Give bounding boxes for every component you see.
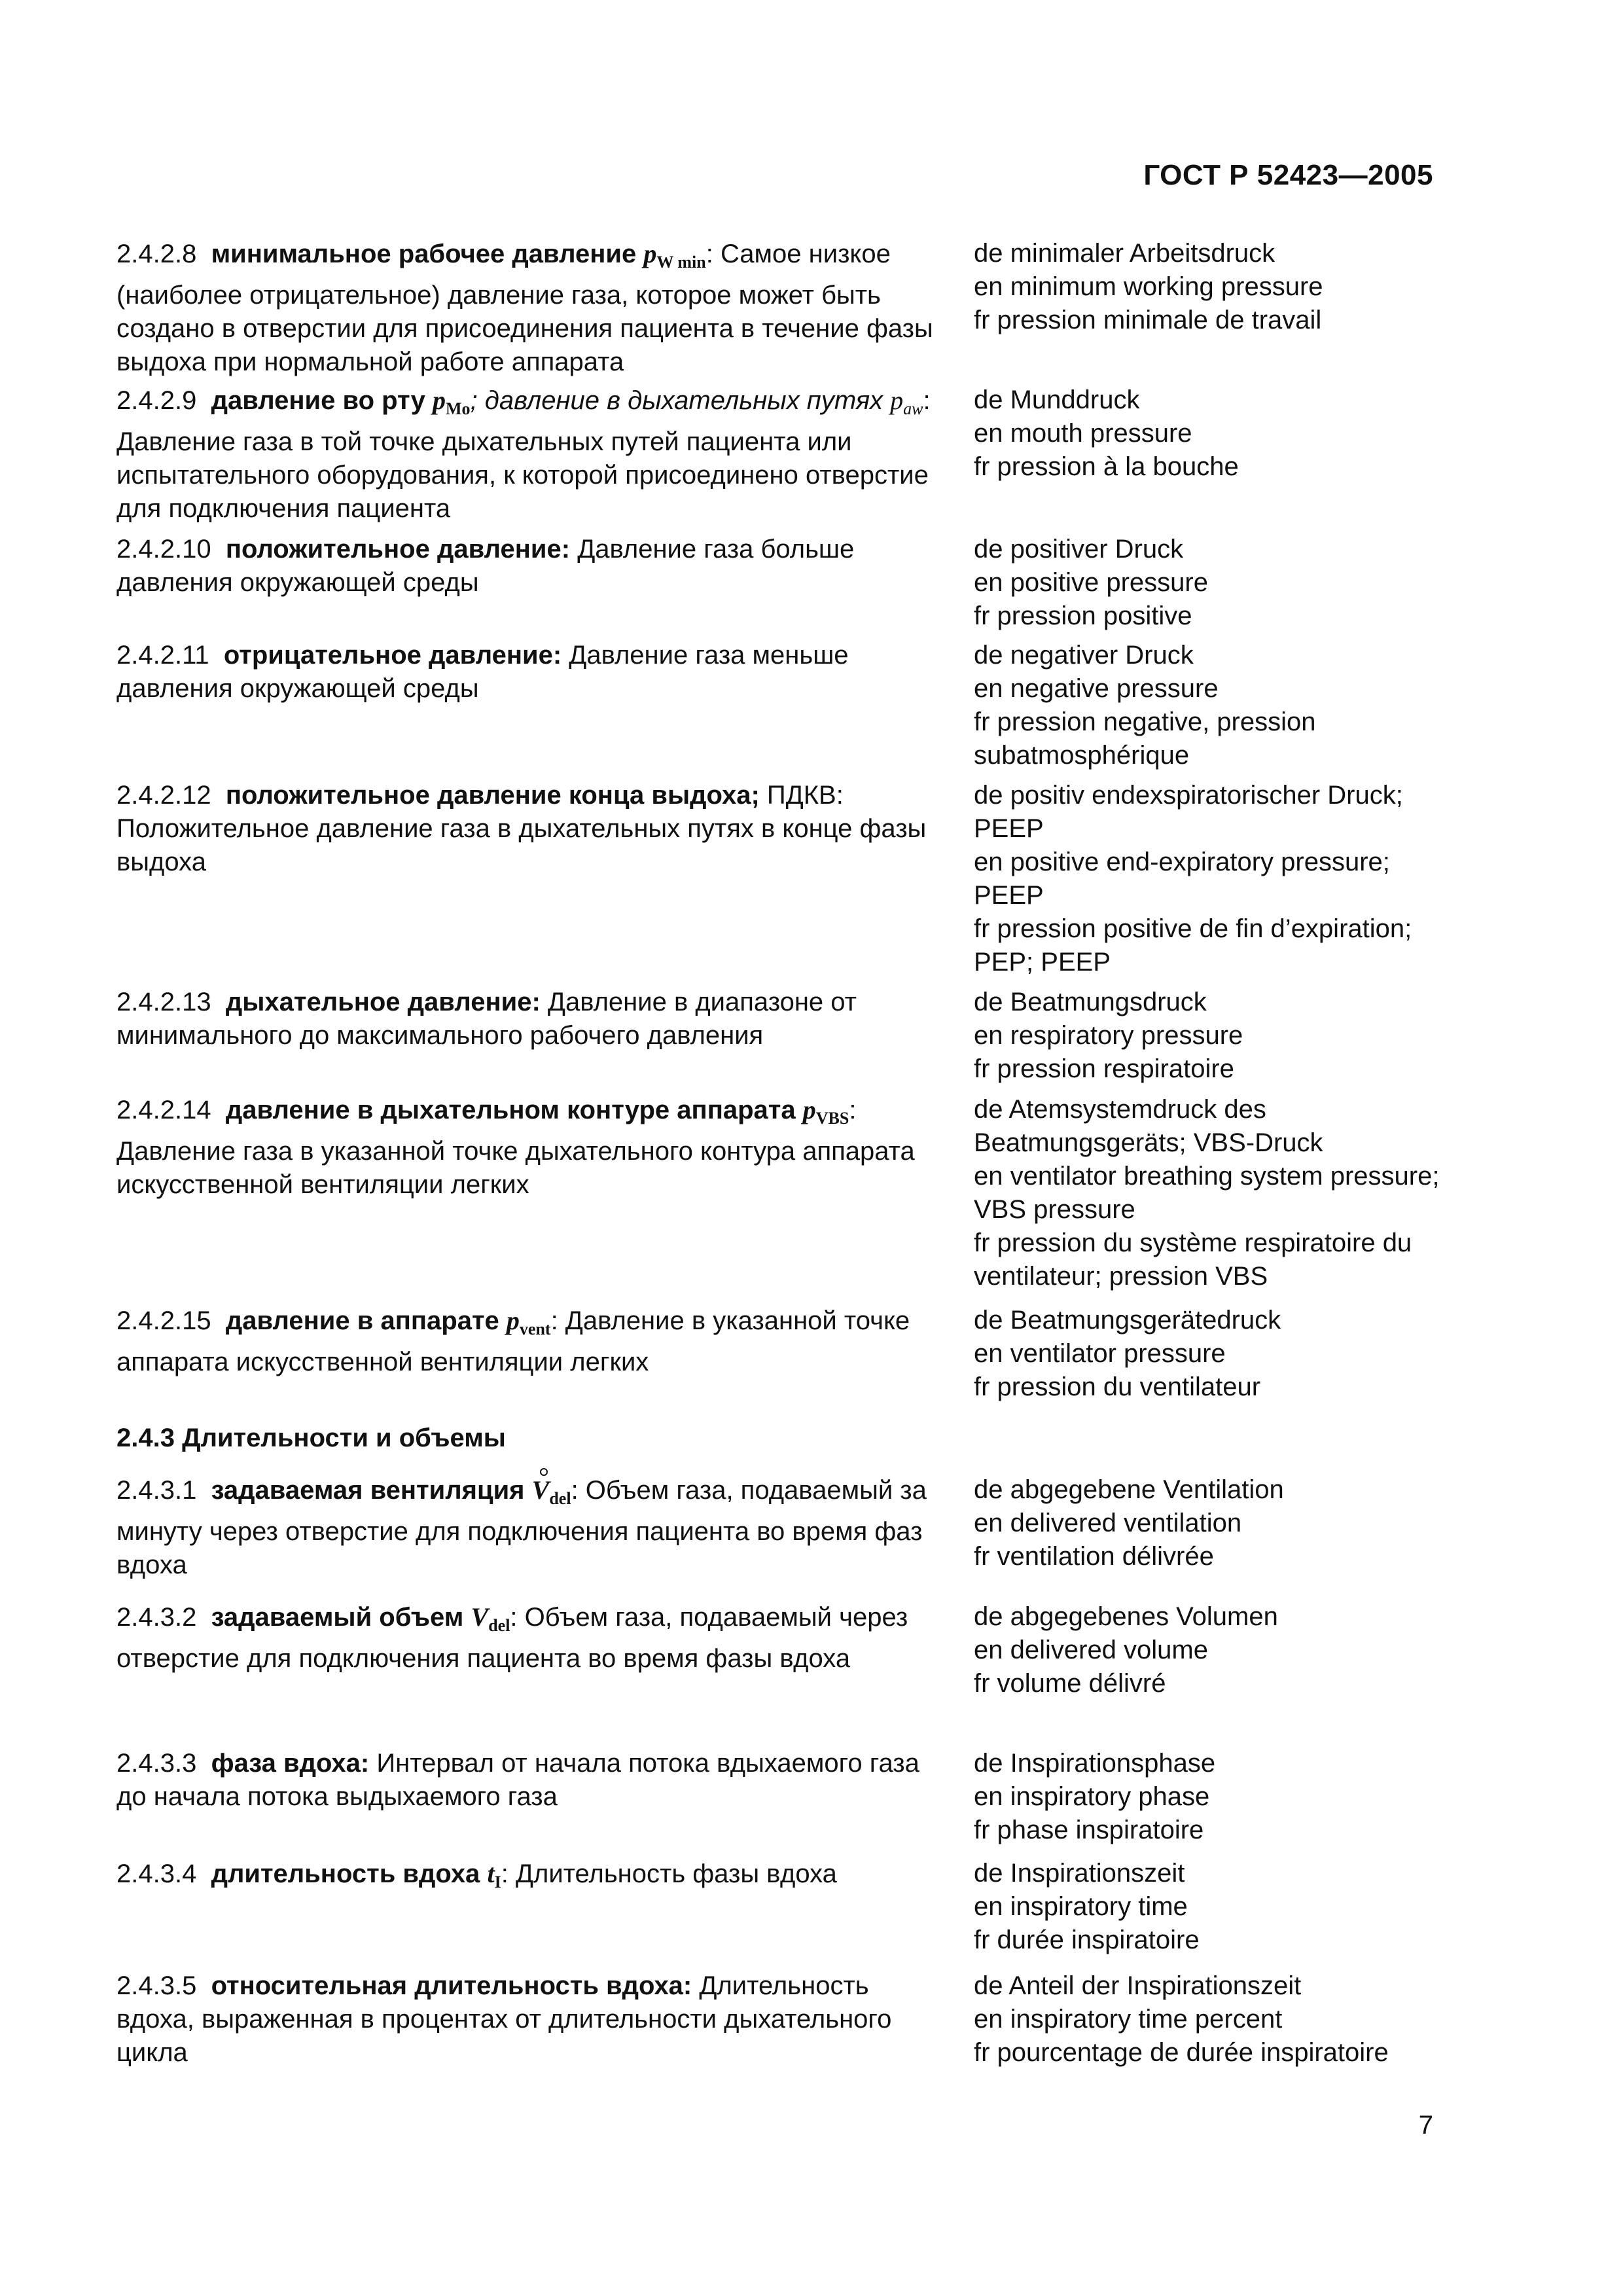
term-symbol-subscript: W min [656,253,706,272]
term-name: длительность вдоха [211,1859,480,1888]
term-definition-ru [116,986,948,1052]
term-entry [116,986,1445,1093]
translation-fr: fr pression negative, pression subatmosphérique [974,708,1316,770]
synonym-symbol: p [890,386,904,415]
term-definition-text: : Объем газа, подаваемый через отверстие для подключения пациента во время фазы вдоха [116,1603,908,1673]
term-definition-ru [116,1093,948,1202]
term-definition-text: : Самое низкое (наиболее отрицательное) давление газа, которое может быть создано в отверстии для присоединения пациента в течение фазы выдоха при нормальной работе аппарата [116,240,933,376]
translation-fr: fr pression minimale de travail [974,306,1322,334]
translation-de: de Inspirationsphase [974,1749,1216,1778]
translation-de: de abgegebenes Volumen [974,1602,1278,1631]
term-entry [116,1747,1445,1857]
translation-en: en negative pressure [974,674,1219,703]
translation-fr: fr durée inspiratoire [974,1926,1200,1954]
term-entry [116,1600,1445,1747]
term-symbol-subscript: del [488,1616,510,1635]
translation-de: de Munddruck [974,386,1140,414]
term-entry [116,639,1445,779]
term-entry [116,533,1445,639]
term-definition-text: Интервал от начала потока вдыхаемого газа до начала потока выдыхаемого газа [116,1749,919,1811]
translation-fr: fr phase inspiratoire [974,1816,1204,1844]
term-symbol-subscript: vent [519,1319,551,1338]
term-symbol: p [802,1095,816,1124]
term-symbol: t [487,1859,495,1888]
term-translations [974,1747,1445,1847]
term-definition-text: : Длительность фазы вдоха [501,1859,837,1888]
translation-de: de positiver Druck [974,535,1184,564]
document-header: ГОСТ Р 52423—2005 [1143,159,1433,191]
translation-en: en positive pressure [974,568,1208,597]
translation-de: de Atemsystemdruck des Beatmungsgeräts; VBS-Druck [974,1095,1323,1157]
term-entry [116,1473,1445,1600]
translation-de: de abgegebene Ventilation [974,1475,1284,1504]
synonym-symbol-subscript: aw [903,399,923,418]
section-heading: 2.4.3 Длительности и объемы [116,1424,506,1452]
term-number: 2.4.3.5 [116,1971,197,2000]
term-definition-ru [116,237,948,379]
term-number: 2.4.3.1 [116,1476,197,1505]
term-definition-text: Давление газа меньше давления окружающей среды [116,641,849,703]
term-number: 2.4.3.3 [116,1749,197,1778]
term-symbol: V [471,1602,489,1632]
translation-de: de Beatmungsdruck [974,988,1207,1016]
translation-de: de positiv endexspiratorischer Druck; PEEP [974,781,1403,843]
translation-en: en mouth pressure [974,419,1192,448]
term-translations [974,384,1445,484]
translation-de: de minimaler Arbeitsdruck [974,239,1275,268]
term-synonym: ; давление в дыхательных путях [470,386,891,415]
term-translations [974,1304,1445,1404]
term-translations [974,639,1445,772]
term-definition-text: Длительность вдоха, выраженная в процентах от длительности дыхательного цикла [116,1971,892,2067]
translation-en: en ventilator breathing system pressure; VBS pressure [974,1162,1440,1224]
translation-en: en delivered ventilation [974,1509,1242,1537]
term-symbol: V [532,1473,550,1507]
translation-fr: fr volume délivré [974,1669,1166,1698]
term-translations [974,1473,1445,1573]
term-definition-ru [116,1969,948,2070]
translation-fr: fr pression positive de fin d’expiration; PEP; PEEP [974,914,1412,977]
translation-en: en minimum working pressure [974,272,1323,301]
term-definition-text: : Давление газа в той точке дыхательных путей пациента или испытательного оборудования, к которой присоединено отверстие для подключения пациента [116,386,931,523]
translation-fr: fr pression positive [974,601,1192,630]
term-definition-ru [116,1473,948,1582]
term-name: давление во рту [211,386,425,415]
term-name: давление в аппарате [225,1306,499,1335]
term-translations [974,986,1445,1086]
term-definition-ru [116,533,948,600]
term-number: 2.4.2.9 [116,386,197,415]
term-number: 2.4.3.4 [116,1859,197,1888]
term-definition-text: Давление в диапазоне от минимального до максимального рабочего давления [116,988,857,1050]
translation-en: en delivered volume [974,1636,1208,1664]
translation-de: de Beatmungsgerätedruck [974,1306,1281,1335]
term-name: относительная длительность вдоха: [211,1971,692,2000]
translation-en: en positive end-expiratory pressure; PEEP [974,848,1390,910]
translation-fr: fr pourcentage de durée inspiratoire [974,2038,1389,2067]
term-name: положительное давление: [225,535,571,564]
term-definition-ru [116,384,948,526]
term-name: задаваемый объем [211,1603,464,1632]
term-definition-ru [116,1600,948,1676]
term-entry [116,1969,1445,2079]
page-number: 7 [1418,2111,1433,2140]
translation-fr: fr pression du ventilateur [974,1372,1261,1401]
translation-en: en respiratory pressure [974,1021,1243,1050]
term-number: 2.4.2.15 [116,1306,211,1335]
term-entry [116,1093,1445,1304]
translation-de: de Anteil der Inspirationszeit [974,1971,1302,2000]
term-entry [116,1304,1445,1412]
translation-fr: fr pression respiratoire [974,1054,1234,1083]
term-symbol: p [432,386,446,415]
term-name: давление в дыхательном контуре аппарата [225,1096,796,1124]
term-symbol-subscript: Mo [445,399,471,418]
term-symbol: p [506,1306,520,1335]
term-symbol-subscript: del [549,1489,571,1508]
term-name: задаваемая вентиляция [211,1476,525,1505]
translation-en: en inspiratory time [974,1892,1188,1921]
term-symbol-subscript: I [494,1873,501,1892]
term-translations [974,533,1445,633]
term-number: 2.4.2.11 [116,641,209,670]
term-definition-text: : Объем газа, подаваемый за минуту через отверстие для подключения пациента во время фаз вдоха [116,1476,927,1579]
term-definition-ru [116,1747,948,1814]
term-translations [974,1857,1445,1957]
term-translations [974,1600,1445,1700]
term-definition-ru [116,1304,948,1379]
term-definition-text: Давление газа больше давления окружающей среды [116,535,855,597]
term-number: 2.4.2.13 [116,988,211,1016]
translation-en: en inspiratory time percent [974,2005,1283,2034]
term-name: положительное давление конца выдоха; [225,781,760,810]
term-name: отрицательное давление: [223,641,562,670]
translation-de: de negativer Druck [974,641,1194,670]
terms-content [116,237,1445,2079]
translation-en: en ventilator pressure [974,1339,1226,1368]
term-number: 2.4.2.8 [116,240,197,268]
term-definition-ru [116,1857,948,1899]
term-definition-text: : Давление в указанной точке аппарата искусственной вентиляции легких [116,1306,910,1376]
term-name: минимальное рабочее давление [211,240,637,268]
translation-fr: fr pression du système respiratoire du ventilateur; pression VBS [974,1229,1412,1291]
term-definition-ru [116,639,948,706]
term-symbol: p [643,239,657,268]
term-entry [116,384,1445,533]
term-name: дыхательное давление: [225,988,541,1016]
term-number: 2.4.3.2 [116,1603,197,1632]
translation-fr: fr pression à la bouche [974,452,1239,481]
term-symbol-subscript: VBS [815,1109,849,1128]
term-number: 2.4.2.12 [116,781,211,810]
translation-fr: fr ventilation délivrée [974,1542,1214,1571]
translation-en: en inspiratory phase [974,1782,1210,1811]
term-entry [116,1857,1445,1969]
term-entry [116,779,1445,986]
term-translations [974,779,1445,979]
term-translations [974,1093,1445,1293]
term-name: фаза вдоха: [211,1749,370,1778]
term-definition-text: : Давление газа в указанной точке дыхательного контура аппарата искусственной вентиляции легких [116,1096,915,1199]
term-translations [974,1969,1445,2070]
term-entry [116,237,1445,384]
term-definition-ru [116,779,948,879]
term-translations [974,237,1445,337]
term-number: 2.4.2.10 [116,535,211,564]
term-number: 2.4.2.14 [116,1096,211,1124]
translation-de: de Inspirationszeit [974,1859,1185,1888]
term-definition-text: ПДКВ: Положительное давление газа в дыхательных путях в конце фазы выдоха [116,781,927,876]
